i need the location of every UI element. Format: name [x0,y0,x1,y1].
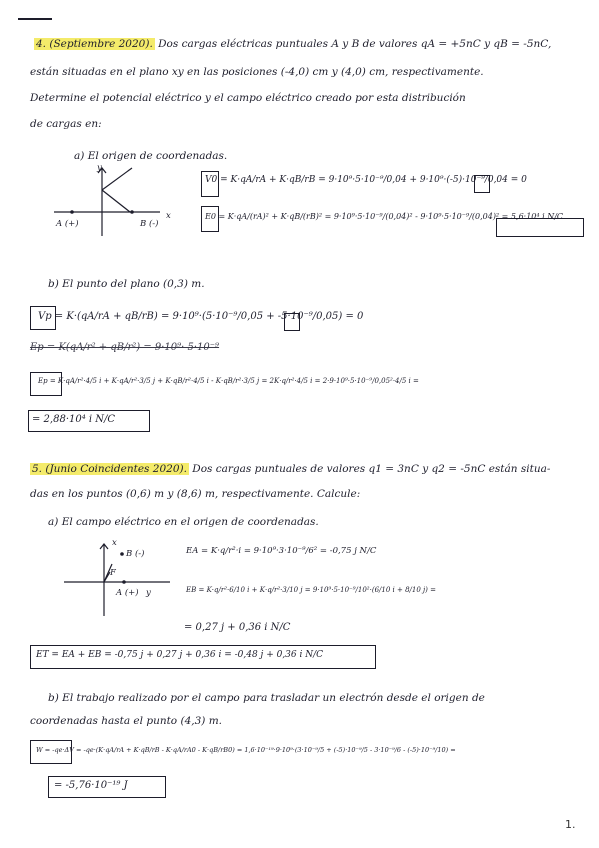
ex4-statement-2: están situadas en el plano xy en las posiciones (-4,0) cm y (4,0) cm, respectivamente. [30,66,484,78]
ex5-diagram-x-label: x [112,538,117,548]
ex4-V0-result-box [474,175,490,193]
ex5-diagram-A-label: A (+) [116,588,139,598]
ex5-statement-1: Dos cargas puntuales de valores q1 = 3nC y q2 = -5nC están situa- [192,463,551,475]
ex5-statement-2: das en los puntos (0,6) m y (8,6) m, respectivamente. Calcule: [30,488,361,500]
ex4-eq-Ep1: Ep = K·qA/r²·4/5 i + K·qA/r²·3/5 j + K·qB/r²·4/5 i - K·qB/r²·3/5 j = 2K·q/r²·4/5 i = 2·9·10⁹·5·10⁻⁹/0,05²·4/5 i = [38,377,419,385]
ex4-diagram-B-label: B (-) [140,219,159,229]
ex5-line1 [30,463,550,475]
ex5-eq-W1: W = -qe·ΔV = -qe·(K·qA/rA + K·qB/rB - K·qA/rA0 - K·qB/rB0) = 1,6·10⁻¹⁹·9·10⁹·(3·10⁻⁹/5 + (-5)·10⁻⁹/5 - 3·10⁻⁹/6 - (-5)·10⁻⁹/10) = [36,746,456,754]
ex5-part-b-2: coordenadas hasta el punto (4,3) m. [30,715,222,727]
ex4-diagram-y-label: y [97,163,102,173]
ex4-statement-3: Determine el potencial eléctrico y el campo eléctrico creado por esta distribución [30,92,466,104]
ex4-header: 4. (Septiembre 2020). [36,38,153,50]
ex5-eq-EB2: = 0,27 j + 0,36 i N/C [184,622,291,633]
top-rule [18,18,52,20]
ex5-eq-EA: EA = K·q/r²·i = 9·10⁹·3·10⁻⁹/6² = -0,75 j N/C [186,546,377,556]
ex4-E0-result-box [496,218,584,237]
ex4-diagram-x-label: x [166,211,171,221]
page-number: 1. [565,818,576,831]
ex5-diagram-B-label: B (-) [126,549,145,559]
ex4-eq-scratch: Ep = K(qA/r² + qB/r²) = 9·10⁹· 5·10⁻⁹ [30,342,220,353]
ex5-eq-W2: = -5,76·10⁻¹⁹ J [54,780,128,791]
ex4-eq-Vp: Vp = K·(qA/rA + qB/rB) = 9·10⁹·(5·10⁻⁹/0,05 + -5·10⁻⁹/0,05) = 0 [38,311,364,322]
ex4-part-a: a) El origen de coordenadas. [74,150,228,162]
ex5-axes-diagram [60,540,180,620]
ex4-statement-4: de cargas en: [30,118,102,130]
ex4-eq-E0: E0 = K·qA/(rA)² + K·qB/(rB)² = 9·10⁹·5·10⁻⁹/(0,04)² - 9·10⁹·5·10⁻⁹/(0,04)² = 5,6·10⁴ i N/C [205,212,564,221]
ex5-part-b-1: b) El trabajo realizado por el campo para trasladar un electrón desde el origen de [48,692,485,704]
ex4-part-b: b) El punto del plano (0,3) m. [48,278,205,290]
ex4-diagram-A-label: A (+) [56,219,79,229]
ex4-eq-V0: V0 = K·qA/rA + K·qB/rB = 9·10⁹·5·10⁻⁹/0,04 + 9·10⁹·(-5)·10⁻⁹/0,04 = 0 [205,175,527,185]
ex5-header: 5. (Junio Coincidentes 2020). [32,463,187,475]
ex4-Vp-result-box [284,313,300,331]
ex5-diagram-y-label: y [146,588,151,598]
ex5-diagram-F-label: F [110,568,116,578]
ex5-part-a: a) El campo eléctrico en el origen de coordenadas. [48,516,319,528]
ex4-statement-1: Dos cargas eléctricas puntuales A y B de valores qA = +5nC y qB = -5nC, [158,38,552,50]
ex5-eq-ET: ET = EA + EB = -0,75 j + 0,27 j + 0,36 i = -0,48 j + 0,36 i N/C [36,650,324,660]
ex5-eq-EB1: EB = K·q/r²·6/10 i + K·q/r²·3/10 j = 9·10⁹·5·10⁻⁹/10²·(6/10 i + 8/10 j) = [186,586,437,594]
ex4-eq-Ep2: = 2,88·10⁴ i N/C [32,414,116,425]
ex4-line1 [34,38,551,50]
